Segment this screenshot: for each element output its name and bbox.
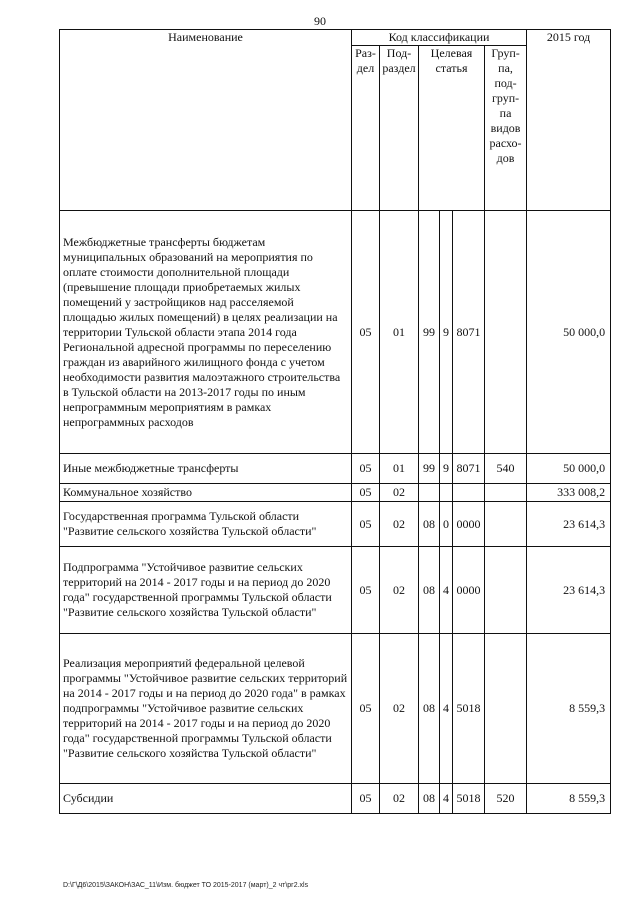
row-target-direction: 0000 [453,502,485,547]
row-subsection: 02 [380,484,419,502]
table-row [60,547,611,634]
row-name: Иные межбюджетные трансферты [60,454,352,484]
row-name: Подпрограмма "Устойчивое развитие сельских территорий на 2014 - 2017 годы и на период до 2020 года" государственной программы Тульской области "Развитие сельского хозяйства Тульской области" [60,547,352,634]
header-year: 2015 год [527,30,611,211]
table-row [60,502,611,547]
row-name: Межбюджетные трансферты бюджетам муниципальных образований на мероприятия по оплате стоимости дополнительной площади (превышение площади приобретаемых жилых помещений у застройщиков над расселяемой площадью жилых помещений) в целях реализации на территории Тульской области этапа 2014 года Региональной адресной программы по переселению граждан из аварийного жилищного фонда с учетом необходимости развития малоэтажного строительства в Тульской области на 2013-2017 годы по иным непрограммным мероприятиям в рамках непрограммных расходов [60,211,352,454]
row-target-direction: 0000 [453,547,485,634]
header-expense-group: Груп- па, под- груп- па видов расхо- дов [485,46,527,211]
header-section: Раз- дел [352,46,380,211]
row-subsection: 02 [380,634,419,784]
row-target-direction: 5018 [453,634,485,784]
header-code-group: Код классификации [352,30,527,46]
row-amount: 8 559,3 [527,784,611,814]
row-expense-group: 520 [485,784,527,814]
row-target-direction [453,484,485,502]
row-target-subprogram: 9 [440,454,453,484]
table-row [60,634,611,784]
row-target-direction: 8071 [453,454,485,484]
page-number: 90 [314,14,326,28]
row-section: 05 [352,547,380,634]
table-row [60,784,611,814]
table-row [60,484,611,502]
row-section: 05 [352,634,380,784]
row-expense-group [485,634,527,784]
row-expense-group [485,502,527,547]
row-amount: 23 614,3 [527,502,611,547]
row-amount: 8 559,3 [527,634,611,784]
row-amount: 23 614,3 [527,547,611,634]
row-target-direction: 5018 [453,784,485,814]
row-target-subprogram: 4 [440,634,453,784]
header-subsection: Под- раздел [380,46,419,211]
row-subsection: 01 [380,454,419,484]
row-expense-group [485,211,527,454]
row-amount: 333 008,2 [527,484,611,502]
row-target-program: 08 [419,502,440,547]
row-subsection: 02 [380,547,419,634]
file-path-footer: D:\Г\Д6\2015\ЗАКОН\ЗАС_11\Изм. бюджет ТО 2015-2017 (март)_2 чт\рг2.xls [63,882,309,889]
row-expense-group: 540 [485,454,527,484]
row-name: Коммунальное хозяйство [60,484,352,502]
row-name: Субсидии [60,784,352,814]
row-target-program: 08 [419,634,440,784]
row-target-subprogram: 4 [440,784,453,814]
row-expense-group [485,547,527,634]
row-target-subprogram [440,484,453,502]
row-target-program: 08 [419,547,440,634]
row-target-subprogram: 4 [440,547,453,634]
row-target-program: 99 [419,211,440,454]
table-row [60,211,611,454]
header-name: Наименование [60,30,352,211]
row-section: 05 [352,454,380,484]
row-target-program: 08 [419,784,440,814]
row-target-direction: 8071 [453,211,485,454]
row-subsection: 02 [380,502,419,547]
row-target-program [419,484,440,502]
row-section: 05 [352,211,380,454]
row-target-subprogram: 0 [440,502,453,547]
row-subsection: 02 [380,784,419,814]
row-section: 05 [352,502,380,547]
row-target-program: 99 [419,454,440,484]
row-amount: 50 000,0 [527,454,611,484]
row-target-subprogram: 9 [440,211,453,454]
row-name: Государственная программа Тульской области "Развитие сельского хозяйства Тульской области" [60,502,352,547]
table-row [60,454,611,484]
row-subsection: 01 [380,211,419,454]
row-expense-group [485,484,527,502]
row-amount: 50 000,0 [527,211,611,454]
header-target: Целевая статья [419,46,485,211]
row-name: Реализация мероприятий федеральной целевой программы "Устойчивое развитие сельских территорий на 2014 - 2017 годы и на период до 2020 года" в рамках подпрограммы "Устойчивое развитие сельских территорий на 2014 - 2017 годы и на период до 2020 года" государственной программы Тульской области "Развитие сельского хозяйства Тульской области" [60,634,352,784]
budget-table [59,29,611,814]
row-section: 05 [352,784,380,814]
row-section: 05 [352,484,380,502]
